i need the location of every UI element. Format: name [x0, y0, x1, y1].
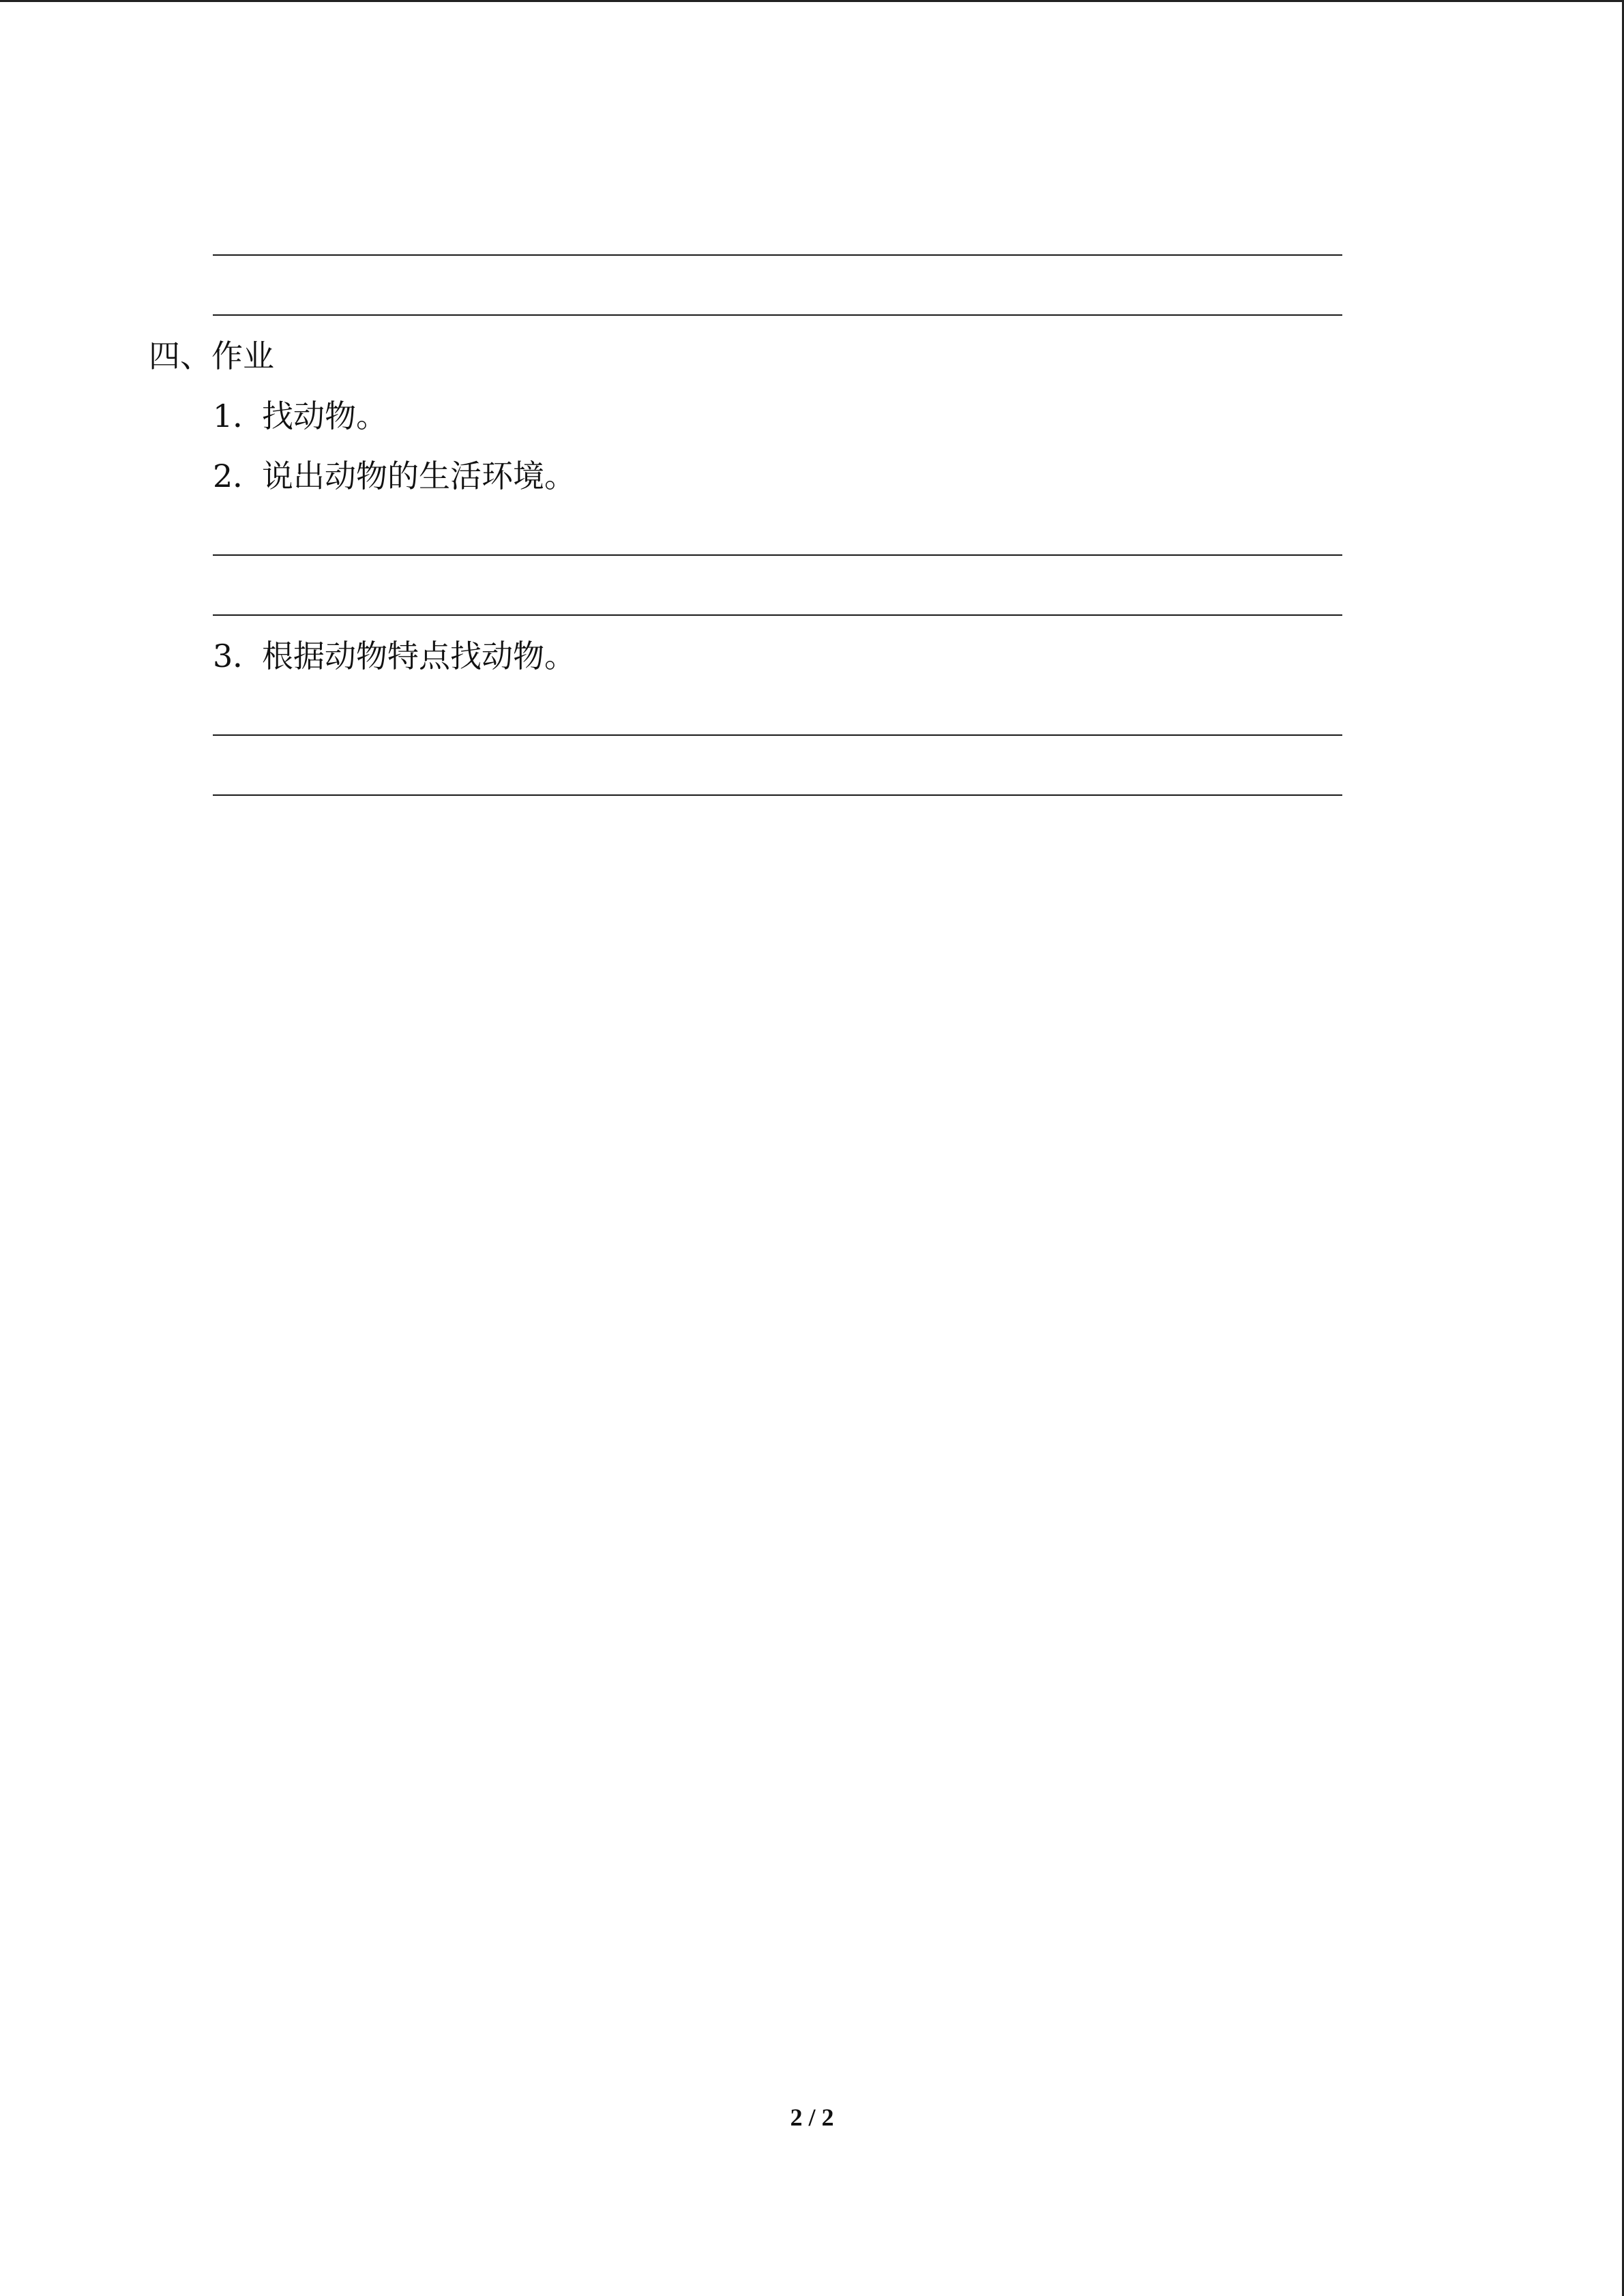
answer-line [213, 614, 1342, 616]
item-number: 3． [213, 638, 265, 674]
item-number: 1． [213, 398, 265, 434]
item-text: 找动物。 [262, 398, 387, 434]
list-item-3 [213, 636, 576, 676]
answer-line [213, 734, 1342, 736]
answer-line [213, 254, 1342, 256]
answer-line [213, 314, 1342, 316]
list-item-1 [213, 396, 387, 436]
item-text: 根据动物特点找动物。 [262, 638, 576, 674]
section-heading: 四、作业 [149, 338, 274, 374]
list-item-2 [213, 456, 576, 496]
page-border-top [0, 0, 1624, 2]
page-number: 2 / 2 [790, 2104, 834, 2131]
item-number: 2． [213, 458, 265, 494]
answer-line [213, 794, 1342, 796]
item-text: 说出动物的生活环境。 [262, 458, 576, 494]
answer-line [213, 554, 1342, 556]
